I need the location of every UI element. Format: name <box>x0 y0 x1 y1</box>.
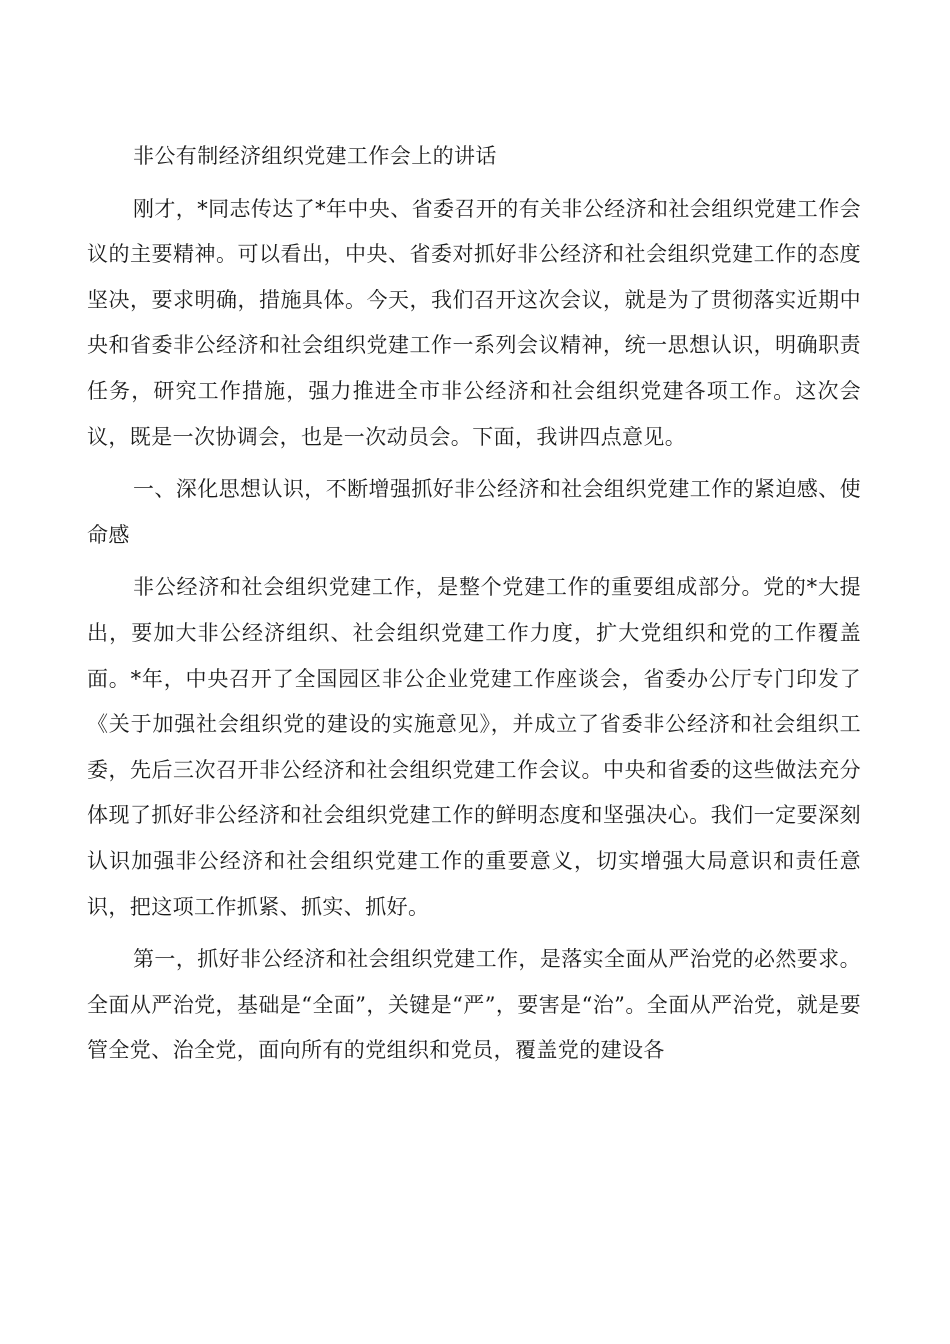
document-body <box>87 134 861 1081</box>
paragraph-intro: 刚才，*同志传达了*年中央、省委召开的有关非公经济和社会组织党建工作会议的主要精神。可以看出，中央、省委对抓好非公经济和社会组织党建工作的态度坚决，要求明确，措施具体。今天，我们召开这次会议，就是为了贯彻落实近期中央和省委非公经济和社会组织党建工作一系列会议精神，统一思想认识，明确职责任务，研究工作措施，强力推进全市非公经济和社会组织党建各项工作。这次会议，既是一次协调会，也是一次动员会。下面，我讲四点意见。 <box>87 196 861 449</box>
paragraph-section-1: 非公经济和社会组织党建工作，是整个党建工作的重要组成部分。党的*大提出，要加大非公经济组织、社会组织党建工作力度，扩大党组织和党的工作覆盖面。*年，中央召开了全国园区非公企业党建工作座谈会，省委办公厅专门印发了《关于加强社会组织党的建设的实施意见》，并成立了省委非公经济和社会组织工委，先后三次召开非公经济和社会组织党建工作会议。中央和省委的这些做法充分体现了抓好非公经济和社会组织党建工作的鲜明态度和坚强决心。我们一定要深刻认识加强非公经济和社会组织党建工作的重要意义，切实增强大局意识和责任意识，把这项工作抓紧、抓实、抓好。 <box>87 575 861 919</box>
section-heading-1: 一、深化思想认识，不断增强抓好非公经济和社会组织党建工作的紧迫感、使命感 <box>87 477 861 547</box>
paragraph-point-1: 第一，抓好非公经济和社会组织党建工作，是落实全面从严治党的必然要求。全面从严治党，基础是“全面”，关键是“严”，要害是“治”。全面从严治党，就是要管全党、治全党，面向所有的党组织和党员，覆盖党的建设各 <box>87 947 861 1063</box>
document-title: 非公有制经济组织党建工作会上的讲话 <box>133 144 497 168</box>
